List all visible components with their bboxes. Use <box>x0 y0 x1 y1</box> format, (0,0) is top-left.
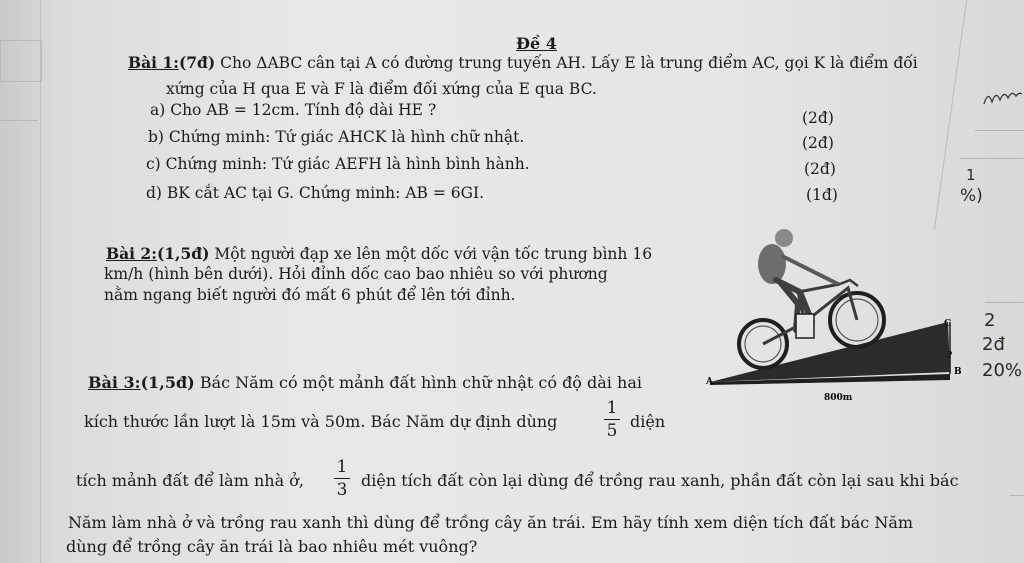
margin-note-1: 1 <box>966 166 976 184</box>
problem2-line3: nằm ngang biết người đó mất 6 phút để lên tới đỉnh. <box>104 286 516 304</box>
problem3-line2b: diện <box>630 412 666 431</box>
problem1-points: (7đ) <box>178 53 216 72</box>
margin-scribble <box>982 84 1022 108</box>
slope-length-label: 800m <box>824 393 853 402</box>
problem3-line5: dùng để trồng cây ăn trái là bao nhiêu mét vuông? <box>66 537 478 556</box>
problem1-part-d: d) BK cắt AC tại G. Chứng minh: AB = 6GI. <box>146 184 485 202</box>
margin-note-3: 2 <box>984 310 996 331</box>
adjacent-page-line <box>975 130 1024 131</box>
problem1-part-c-points: (2đ) <box>804 160 836 178</box>
adjacent-page-line <box>960 158 1024 159</box>
margin-note-4: 2đ <box>982 334 1005 355</box>
point-B: B <box>954 367 962 377</box>
rider-body <box>758 244 786 284</box>
problem1-part-d-points: (1đ) <box>806 186 838 204</box>
slope-figure <box>700 222 970 402</box>
background-page-edge <box>0 40 42 82</box>
problem1-part-c: c) Chứng minh: Tứ giác AEFH là hình bình hành. <box>146 155 530 173</box>
problem3-line2a: kích thước lần lượt là 15m và 50m. Bác Năm dự định dùng <box>84 412 558 431</box>
problem1-line2: xứng của H qua E và F là điểm đối xứng của E qua BC. <box>166 80 597 98</box>
problem3-points: (1,5đ) <box>140 373 195 392</box>
problem1-line1: Cho ΔABC cân tại A có đường trung tuyến AH. Lấy E là trung điểm AC, gọi K là điểm đối <box>215 54 918 72</box>
problem2-line1: Một người đạp xe lên một dốc với vận tốc trung bình 16 <box>209 245 653 263</box>
fraction-denominator: 3 <box>336 480 348 500</box>
problem2-points: (1,5đ) <box>156 244 210 263</box>
problem3-line4: Năm làm nhà ở và trồng rau xanh thì dùng để trồng cây ăn trái. Em hãy tính xem diện tích đất bác Năm <box>68 513 914 532</box>
problem3-label: Bài 3: <box>88 373 141 392</box>
problem1-part-b-points: (2đ) <box>802 134 834 152</box>
problem3-line3b: diện tích đất còn lại dùng để trồng rau xanh, phần đất còn lại sau khi bác <box>361 471 959 490</box>
height-unknown: ? <box>947 351 953 361</box>
cyclist <box>739 229 884 368</box>
problem1-part-a-points: (2đ) <box>802 109 834 127</box>
problem1-part-a: a) Cho AB = 12cm. Tính độ dài HE ? <box>150 101 437 119</box>
margin-note-2: %) <box>960 186 983 206</box>
page-fold <box>40 0 41 563</box>
problem1-part-b: b) Chứng minh: Tứ giác AHCK là hình chữ nhật. <box>148 128 525 146</box>
problem3-line3a: tích mảnh đất để làm nhà ở, <box>76 471 304 490</box>
background-page-line <box>0 120 38 122</box>
exam-title: Đề 4 <box>516 34 557 53</box>
fraction-one-fifth <box>604 398 620 441</box>
problem2-line2: km/h (hình bên dưới). Hỏi đỉnh dốc cao bao nhiêu so với phương <box>104 265 608 283</box>
slope-ramp <box>710 322 953 382</box>
problem1-label: Bài 1: <box>128 53 179 72</box>
rider-head <box>775 229 793 247</box>
adjacent-page-line <box>1010 495 1024 496</box>
point-A: A <box>706 377 713 387</box>
problem2-statement <box>106 244 652 263</box>
problem3-line1: Bác Năm có một mảnh đất hình chữ nhật có độ dài hai <box>194 373 642 392</box>
problem1-statement <box>128 53 918 72</box>
fraction-numerator: 1 <box>606 398 618 418</box>
fraction-one-third <box>334 457 350 500</box>
problem2-label: Bài 2: <box>106 244 157 263</box>
fraction-denominator: 5 <box>606 421 618 441</box>
adjacent-page-line <box>985 302 1024 303</box>
point-C: C <box>944 319 952 329</box>
problem3-statement <box>88 373 642 392</box>
fraction-numerator: 1 <box>336 457 348 477</box>
margin-note-5: 20% <box>982 360 1023 381</box>
